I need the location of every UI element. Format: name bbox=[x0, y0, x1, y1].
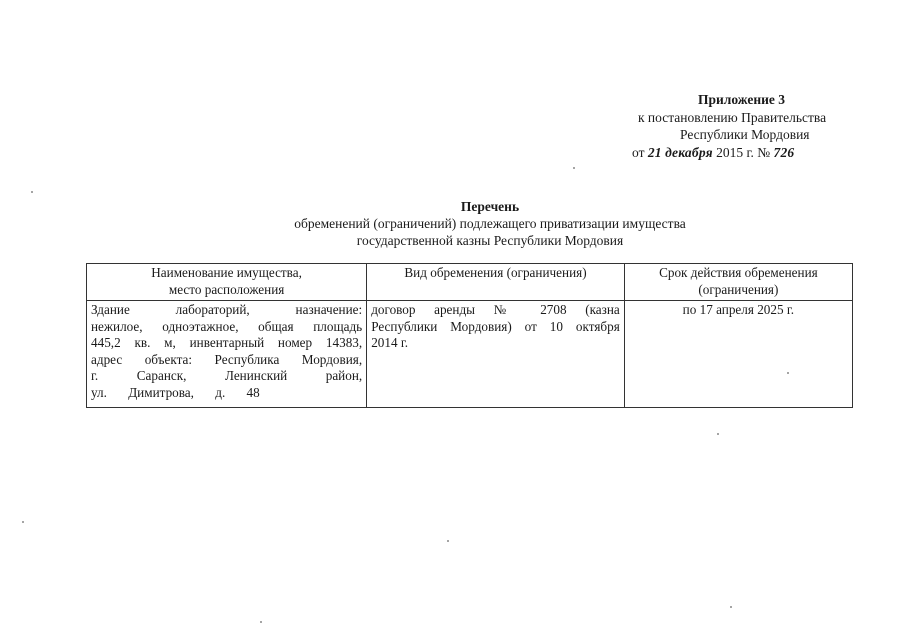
appendix-block bbox=[620, 91, 850, 161]
encumbrance-table bbox=[86, 263, 853, 408]
date-day: 21 bbox=[647, 144, 662, 160]
scan-speck bbox=[573, 167, 575, 169]
header-encumbrance-type: Вид обременения (ограничения) bbox=[367, 264, 625, 301]
date-prefix: от bbox=[632, 144, 648, 160]
date-year: 2015 г. № bbox=[716, 144, 771, 160]
scan-speck bbox=[730, 606, 732, 608]
scan-speck bbox=[31, 191, 33, 193]
title-block bbox=[200, 198, 780, 249]
appendix-date-line bbox=[620, 144, 850, 162]
scan-speck bbox=[787, 372, 789, 374]
header-property: Наименование имущества, место расположения bbox=[87, 264, 367, 301]
cell-property: Здание лабораторий, назначение: нежилое, одноэтажное, общая площадь 445,2 кв. м, инвентарный номер 14383, адрес объекта: Республика Мордовия, г. Саранск, Ленинский район, ул. Димитрова, д. 48 bbox=[87, 301, 367, 408]
doc-number: 726 bbox=[773, 144, 795, 160]
title-subline-1: обременений (ограничений) подлежащего приватизации имущества bbox=[294, 216, 686, 231]
appendix-label: Приложение 3 bbox=[698, 92, 786, 107]
scan-speck bbox=[717, 433, 719, 435]
scan-speck bbox=[260, 621, 262, 623]
page-title: Перечень bbox=[460, 199, 520, 214]
scan-speck bbox=[22, 521, 24, 523]
table-row bbox=[87, 301, 853, 408]
header-term: Срок действия обременения (ограничения) bbox=[624, 264, 852, 301]
table-header-row bbox=[87, 264, 853, 301]
scan-speck bbox=[447, 540, 449, 542]
appendix-resolution: к постановлению Правительства bbox=[638, 109, 827, 125]
cell-term: по 17 апреля 2025 г. bbox=[624, 301, 852, 408]
appendix-republic: Республики Мордовия bbox=[680, 127, 810, 142]
title-subline-2: государственной казны Республики Мордовия bbox=[356, 233, 624, 248]
date-month: декабря bbox=[665, 144, 713, 160]
cell-encumbrance: договор аренды № 2708 (казна Республики Мордовия) от 10 октября 2014 г. bbox=[367, 301, 625, 408]
